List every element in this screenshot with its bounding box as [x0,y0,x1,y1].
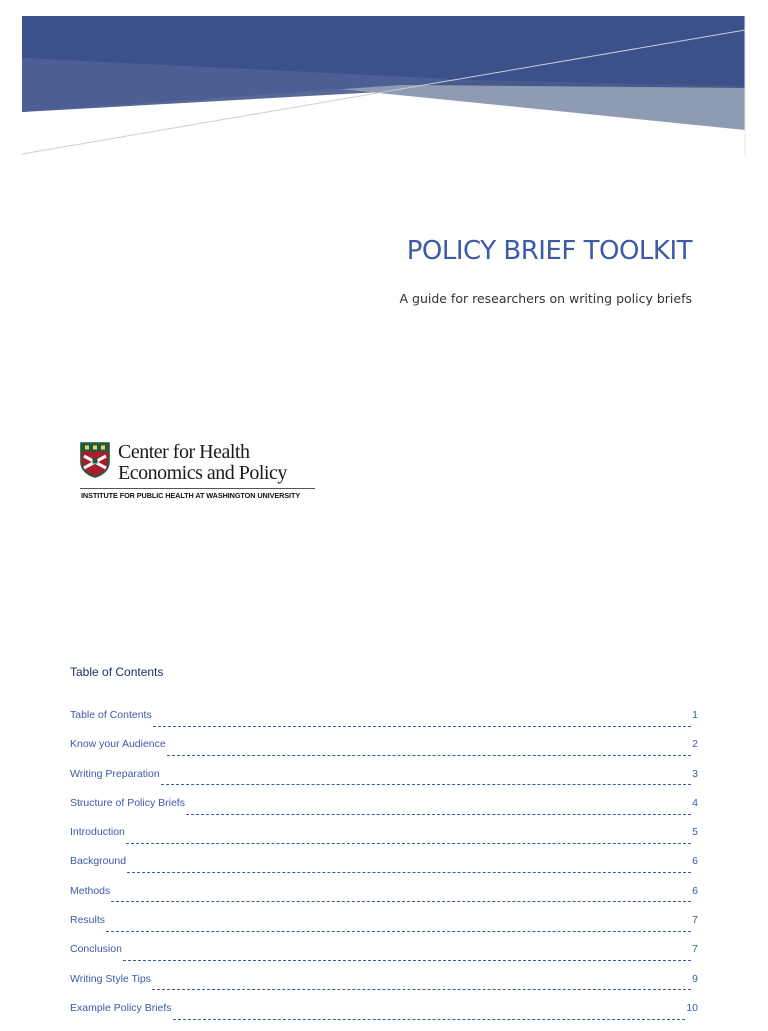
toc-leader [106,930,691,932]
table-of-contents [70,709,698,1031]
toc-entry-introduction[interactable] [70,826,698,855]
toc-entry-table-of-contents[interactable] [70,709,698,738]
toc-entry-text: Know your Audience [70,738,166,751]
center-logo [80,440,320,510]
logo-divider [80,488,315,489]
toc-leader [186,813,691,815]
toc-leader [167,754,691,756]
toc-entry-text: Structure of Policy Briefs [70,796,185,809]
toc-leader [127,871,691,873]
toc-entry-text: Example Policy Briefs [70,1001,172,1014]
toc-entry-example-policy-briefs[interactable] [70,1002,698,1031]
toc-entry-methods[interactable] [70,885,698,914]
toc-entry-page: 1 [692,709,698,721]
toc-leader [173,1018,686,1020]
toc-entry-background[interactable] [70,855,698,884]
toc-entry-conclusion[interactable] [70,943,698,972]
toc-heading: Table of Contents [70,665,164,679]
document-subtitle: A guide for researchers on writing policy briefs [399,291,692,306]
toc-entry-page: 9 [692,972,698,985]
toc-entry-page: 3 [692,767,698,780]
toc-leader [161,783,691,785]
toc-entry-writing-preparation[interactable] [70,768,698,797]
toc-entry-page: 6 [692,855,698,868]
toc-entry-text: Writing Style Tips [70,972,151,985]
toc-entry-page: 7 [692,943,698,956]
toc-entry-page: 10 [686,1001,698,1014]
toc-entry-page: 4 [692,796,698,809]
toc-entry-text: Table of Contents [70,709,152,721]
logo-name [118,442,287,484]
document-title: POLICY BRIEF TOOLKIT [406,236,692,266]
toc-entry-structure-of-policy-briefs[interactable] [70,797,698,826]
toc-entry-page: 6 [692,884,698,897]
toc-leader [153,725,691,727]
toc-entry-writing-style-tips[interactable] [70,973,698,1002]
toc-leader [111,900,691,902]
toc-leader [152,988,691,990]
toc-entry-know-your-audience[interactable] [70,738,698,767]
logo-name-line2: Economics and Policy [118,462,287,484]
toc-entry-page: 7 [692,914,698,927]
toc-entry-page: 2 [692,738,698,751]
toc-entry-text: Writing Preparation [70,767,160,780]
toc-entry-text: Introduction [70,826,125,839]
header-banner [0,0,768,160]
logo-tagline: INSTITUTE FOR PUBLIC HEALTH AT WASHINGTON UNIVERSITY [81,491,301,500]
toc-entry-text: Conclusion [70,943,122,956]
toc-entry-text: Results [70,914,106,927]
toc-entry-text: Methods [70,884,111,897]
toc-entry-results[interactable] [70,914,698,943]
toc-entry-text: Background [70,855,127,868]
toc-leader [123,959,691,961]
toc-entry-page: 5 [692,826,698,839]
shield-crest-icon [80,442,110,478]
logo-name-line1: Center for Health [118,441,250,463]
toc-leader [126,842,691,844]
